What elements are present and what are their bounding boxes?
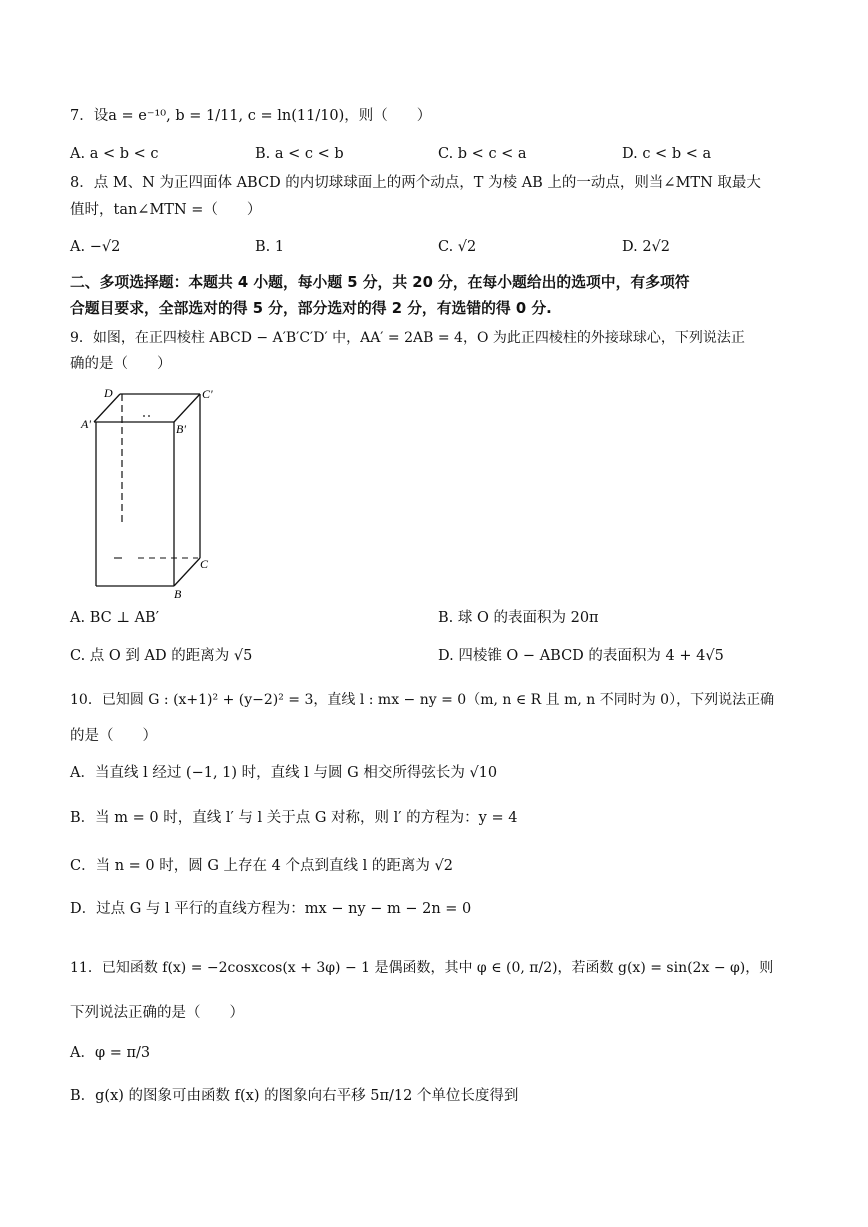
section2-heading-line2: 合题目要求，全部选对的得 5 分，部分选对的得 2 分，有选错的得 0 分.: [70, 300, 552, 317]
label-b: B: [174, 587, 182, 601]
q7-option-a: A. a < b < c: [70, 146, 159, 162]
q10-stem-line2: 的是（ ）: [70, 728, 157, 744]
q7-stem: 7．设a = e⁻¹⁰, b = 1/11, c = ln(11/10)，则（ ）: [70, 108, 432, 124]
q9-option-c: C. 点 O 到 AD 的距离为 √5: [70, 648, 253, 664]
label-b-prime: B': [176, 422, 186, 436]
prism-figure: [78, 382, 218, 602]
q8-option-a: A. −√2: [70, 239, 121, 255]
q10-stem-line1: 10．已知圆 G : (x+1)² + (y−2)² = 3，直线 l : mx − ny = 0（m, n ∈ R 且 m, n 不同时为 0），下列说法正确: [70, 692, 775, 708]
q11-stem-line2: 下列说法正确的是（ ）: [70, 1005, 244, 1021]
q8-option-c: C. √2: [438, 239, 477, 255]
q10-option-a: A．当直线 l 经过 (−1, 1) 时，直线 l 与圆 G 相交所得弦长为 √10: [70, 765, 498, 781]
q9-stem-line2: 确的是（ ）: [70, 356, 172, 372]
q8-stem-line2: 值时，tan∠MTN =（ ）: [70, 202, 262, 218]
q11-option-b: B．g(x) 的图象可由函数 f(x) 的图象向右平移 5π/12 个单位长度得到: [70, 1088, 519, 1104]
q9-option-b: B. 球 O 的表面积为 20π: [438, 610, 599, 626]
q11-option-a: A．φ = π/3: [70, 1045, 151, 1061]
label-d: D: [104, 386, 113, 400]
label-c-prime: C': [202, 387, 213, 401]
q9-stem-line1: 9．如图，在正四棱柱 ABCD − A′B′C′D′ 中，AA′ = 2AB = 4，O 为此正四棱柱的外接球球心，下列说法正: [70, 330, 745, 346]
q7-option-c: C. b < c < a: [438, 146, 527, 162]
q8-option-d: D. 2√2: [622, 239, 671, 255]
label-a-prime: A': [81, 417, 91, 431]
q10-option-c: C．当 n = 0 时，圆 G 上存在 4 个点到直线 l 的距离为 √2: [70, 858, 453, 874]
q8-option-b: B. 1: [255, 239, 285, 255]
q11-stem-line1: 11．已知函数 f(x) = −2cosxcos(x + 3φ) − 1 是偶函数，其中 φ ∈ (0, π/2)，若函数 g(x) = sin(2x − φ)，则: [70, 960, 774, 976]
q10-option-d: D．过点 G 与 l 平行的直线方程为：mx − ny − m − 2n = 0: [70, 901, 472, 917]
q7-option-b: B. a < c < b: [255, 146, 344, 162]
q8-stem-line1: 8．点 M、N 为正四面体 ABCD 的内切球球面上的两个动点，T 为棱 AB 上的一动点，则当∠MTN 取最大: [70, 175, 761, 191]
label-c: C: [200, 557, 209, 571]
q9-option-d: D. 四棱锥 O − ABCD 的表面积为 4 + 4√5: [438, 648, 724, 664]
section2-heading-line1: 二、多项选择题：本题共 4 小题，每小题 5 分，共 20 分，在每小题给出的选项中，有多项符: [70, 274, 690, 291]
q10-option-b: B．当 m = 0 时，直线 l′ 与 l 关于点 G 对称，则 l′ 的方程为：y = 4: [70, 810, 518, 826]
q9-option-a: A. BC ⊥ AB′: [70, 610, 159, 626]
q7-option-d: D. c < b < a: [622, 146, 712, 162]
